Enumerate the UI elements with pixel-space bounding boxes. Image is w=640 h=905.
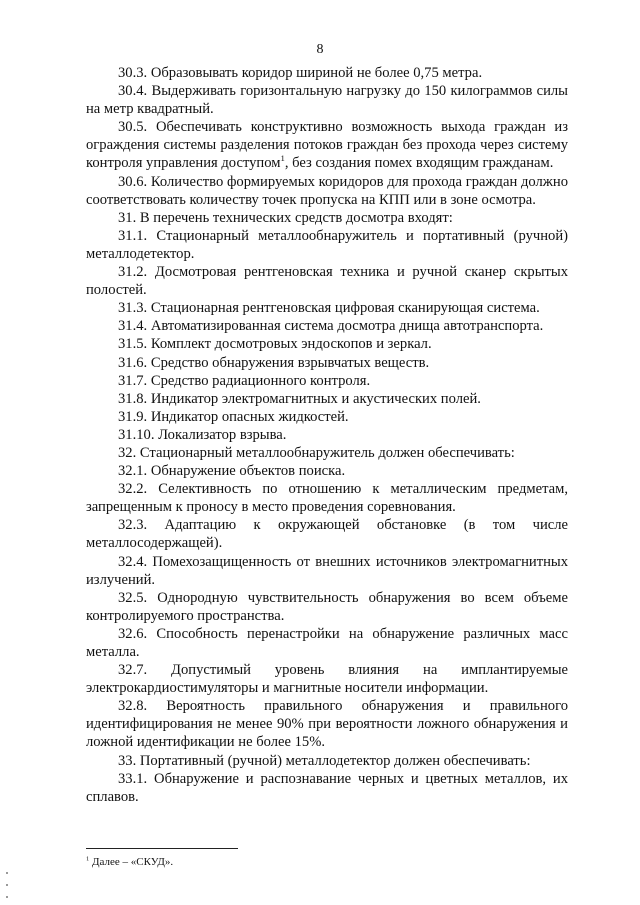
paragraph-32-7: 32.7. Допустимый уровень влияния на имплантируемые электрокардиостимуляторы и магнитные носители информации.: [86, 662, 568, 697]
paragraph-30-5-tail: , без создания помех входящим гражданам.: [284, 155, 554, 172]
paragraph-33: 33. Портативный (ручной) металлодетектор должен обеспечивать:: [118, 752, 531, 769]
paragraph-30-3: 30.3. Образовывать коридор шириной не более 0,75 метра.: [118, 65, 483, 81]
paragraph-31-4: 31.4. Автоматизированная система досмотра днища автотранспорта.: [118, 318, 544, 335]
scan-margin-dot: [6, 884, 8, 886]
paragraph-32-1: 32.1. Обнаружение объектов поиска.: [118, 463, 346, 480]
paragraph-30-5: [86, 118, 568, 172]
paragraph-32-3: 32.3. Адаптацию к окружающей обстановке (в том числе металлосодержащей).: [86, 517, 568, 552]
scan-margin-dot: [6, 896, 8, 898]
paragraph-32: 32. Стационарный металлообнаружитель должен обеспечивать:: [118, 444, 515, 461]
paragraph-32-2: 32.2. Селективность по отношению к металлическим предметам, запрещенным к проносу в место проведения соревнования.: [86, 481, 568, 516]
paragraph-31-8: 31.8. Индикатор электромагнитных и акустических полей.: [118, 390, 481, 407]
paragraph-31-2: 31.2. Досмотровая рентгеновская техника и ручной сканер скрытых полостей.: [86, 264, 568, 299]
paragraph-32-6: 32.6. Способность перенастройки на обнаружение различных масс металла.: [86, 625, 568, 660]
document-body: [86, 64, 568, 806]
footnote-marker: 1: [86, 855, 90, 863]
scan-margin-dot: [6, 872, 8, 874]
page-number: 8: [316, 42, 324, 57]
footnote: [86, 856, 173, 869]
paragraph-31-5: 31.5. Комплект досмотровых эндоскопов и зеркал.: [118, 336, 432, 353]
paragraph-33-1: 33.1. Обнаружение и распознавание черных и цветных металлов, их сплавов.: [86, 770, 568, 805]
footnote-text: Далее – «СКУД».: [92, 856, 174, 868]
paragraph-31-3: 31.3. Стационарная рентгеновская цифровая сканирующая система.: [118, 300, 540, 317]
footnote-reference: 1: [280, 153, 285, 164]
paragraph-32-5: 32.5. Однородную чувствительность обнаружения во всем объеме контролируемого пространства.: [86, 589, 568, 624]
paragraph-32-4: 32.4. Помехозащищенность от внешних источников электромагнитных излучений.: [86, 553, 568, 588]
paragraph-31-9: 31.9. Индикатор опасных жидкостей.: [118, 408, 349, 425]
paragraph-30-6: 30.6. Количество формируемых коридоров для прохода граждан должно соответствовать количеству точек пропуска на КПП или в зоне осмотра.: [86, 173, 568, 208]
paragraph-31-10: 31.10. Локализатор взрыва.: [118, 426, 287, 443]
paragraph-30-4: 30.4. Выдерживать горизонтальную нагрузку до 150 килограммов силы на метр квадратный.: [86, 83, 568, 118]
paragraph-31-6: 31.6. Средство обнаружения взрывчатых веществ.: [118, 354, 430, 371]
paragraph-31: 31. В перечень технических средств досмотра входят:: [118, 209, 453, 226]
paragraph-31-1: 31.1. Стационарный металлообнаружитель и портативный (ручной) металлодетектор.: [86, 227, 568, 262]
footnote-divider: [86, 848, 238, 849]
paragraph-30-5-text: 30.5. Обеспечивать конструктивно возможность выхода граждан из ограждения системы разделения потоков граждан без прохода через систему контроля управления доступом: [86, 119, 568, 172]
paragraph-31-7: 31.7. Средство радиационного контроля.: [118, 372, 371, 389]
paragraph-32-8: 32.8. Вероятность правильного обнаружения и правильного идентифицирования не менее 90% при вероятности ложного обнаружения и ложной идентификации не более 15%.: [86, 698, 568, 751]
